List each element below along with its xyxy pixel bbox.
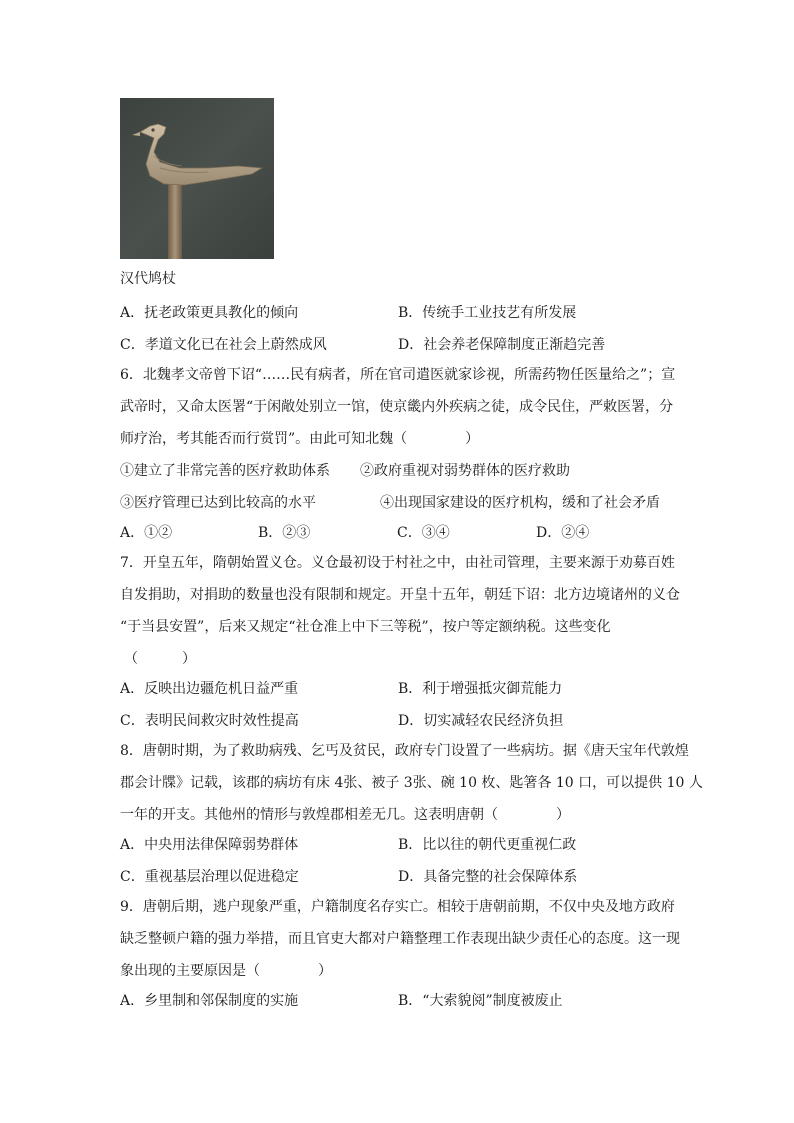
q7-option-a: A．反映出边疆危机日益严重 (120, 681, 299, 697)
q6-item-4: ④出现国家建设的医疗机构，缓和了社会矛盾 (380, 495, 660, 511)
q8-stem-line2: 郡会计牒》记载，该郡的病坊有床 4张、被子 3张、碗 10 枚、匙箸各 10 口，可以提供 10 人 (120, 775, 703, 791)
figure-caption: 汉代鸠杖 (120, 271, 176, 287)
q7-stem-line2: 自发捐助，对捐助的数量也没有限制和规定。开皇十五年，朝廷下诏：北方边境诸州的义仓 (120, 587, 680, 603)
q7-stem-line3: “于当县安置”，后来又规定“社仓准上中下三等税”，按户等定额纳税。这些变化 (120, 619, 611, 635)
q6-option-c: C．③④ (397, 525, 450, 541)
q6-option-a: A．①② (120, 525, 173, 541)
q6-item-1: ①建立了非常完善的医疗救助体系 (120, 463, 330, 479)
q9-stem-line1: 9．唐朝后期，逃户现象严重，户籍制度名存实亡。相较于唐朝前期，不仅中央及地方政府 (120, 899, 675, 915)
q8-option-a: A．中央用法律保障弱势群体 (120, 837, 299, 853)
q9-option-b: B．“大索貌阅”制度被废止 (398, 993, 563, 1009)
q8-option-b: B．比以往的朝代更重视仁政 (398, 837, 577, 853)
q6-item-2: ②政府重视对弱势群体的医疗救助 (360, 463, 570, 479)
q5-option-c: C．孝道文化已在社会上蔚然成风 (120, 337, 327, 353)
q5-option-b: B．传统手工业技艺有所发展 (398, 305, 577, 321)
q8-stem-line1: 8．唐朝时期，为了救助病残、乞丐及贫民，政府专门设置了一些病坊。据《唐天宝年代敦煌 (120, 743, 689, 759)
q6-stem-line3: 师疗治，考其能否而行赏罚”。由此可知北魏（ ） (120, 431, 480, 447)
q8-stem-line3: 一年的开支。其他州的情形与敦煌郡相差无几。这表明唐朝（ ） (120, 807, 570, 823)
q6-option-b: B．②③ (258, 525, 311, 541)
q5-option-d: D．社会养老保障制度正渐趋完善 (398, 337, 606, 353)
q7-option-c: C．表明民间救灾时效性提高 (120, 713, 299, 729)
q9-stem-line3: 象出现的主要原因是（ ） (120, 963, 332, 979)
q5-option-a: A．抚老政策更具教化的倾向 (120, 305, 299, 321)
q7-stem-line1: 7．开皇五年，隋朝始置义仓。义仓最初设于村社之中，由社司管理，主要来源于劝募百姓 (120, 555, 675, 571)
q7-stem-line4: （ ） (124, 651, 196, 667)
dove-staff-photo (120, 98, 274, 259)
q6-stem-line2: 武帝时，又命太医署“于闲敞处别立一馆，使京畿内外疾病之徒，成令民住，严敕医署，分 (120, 399, 674, 415)
q6-item-3: ③医疗管理已达到比较高的水平 (120, 495, 316, 511)
q9-option-a: A．乡里制和邻保制度的实施 (120, 993, 299, 1009)
q6-stem-line1: 6．北魏孝文帝曾下诏“……民有病者，所在官司遣医就家诊视，所需药物任医量给之”；宣 (120, 367, 676, 383)
q8-option-d: D．具备完整的社会保障体系 (398, 869, 578, 885)
q7-option-b: B．利于增强抵灾御荒能力 (398, 681, 563, 697)
q9-stem-line2: 缺乏整顿户籍的强力举措，而且官吏大都对户籍整理工作表现出缺少责任心的态度。这一现 (120, 931, 680, 947)
q6-option-d: D．②④ (536, 525, 590, 541)
q7-option-d: D．切实减轻农民经济负担 (398, 713, 564, 729)
q8-option-c: C．重视基层治理以促进稳定 (120, 869, 299, 885)
